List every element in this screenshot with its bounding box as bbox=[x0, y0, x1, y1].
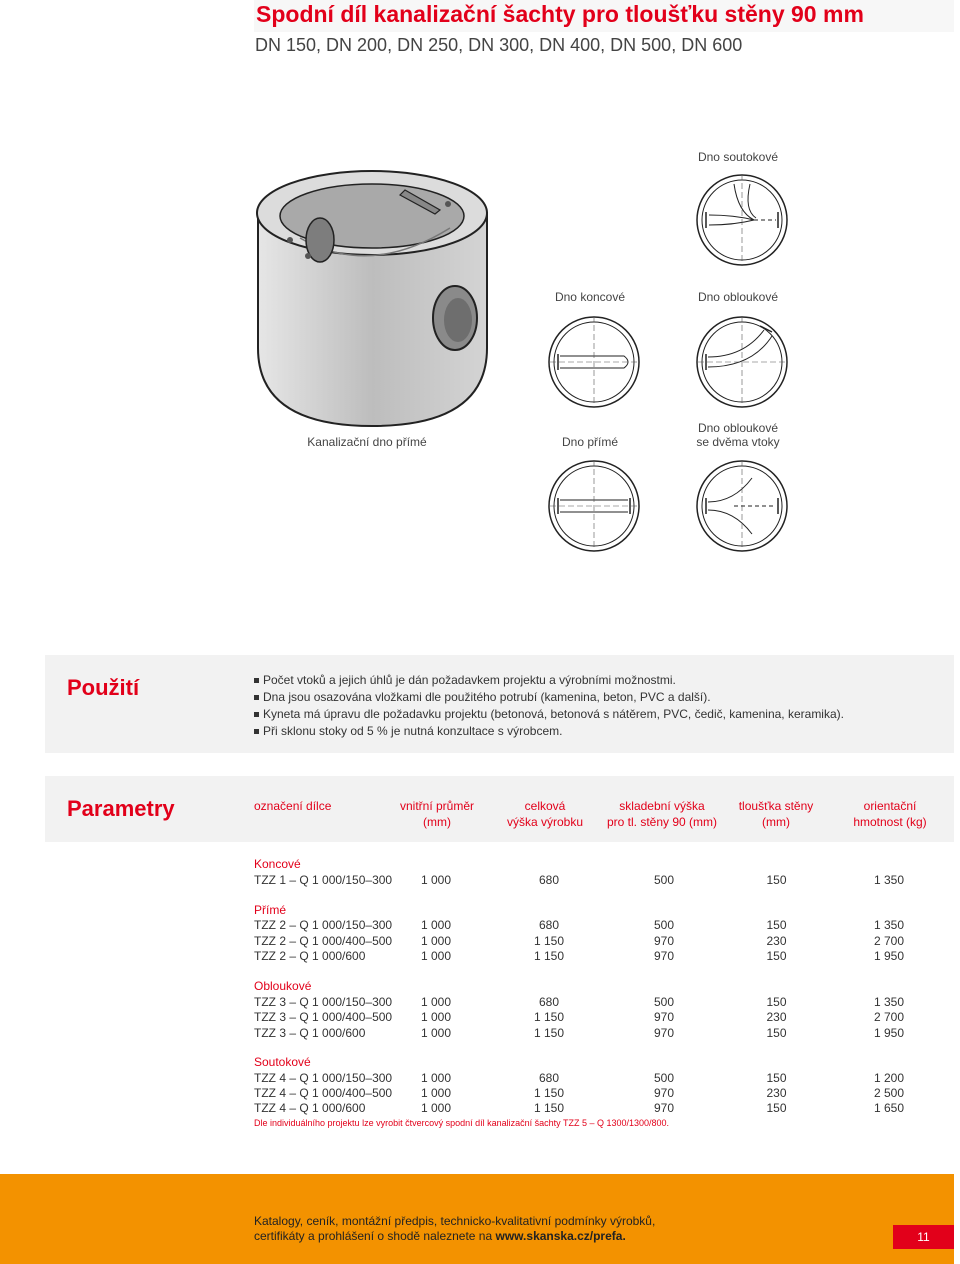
table-row bbox=[254, 1010, 954, 1025]
drawing-koncove bbox=[546, 314, 642, 410]
cell-vyska: 1 150 bbox=[533, 1026, 565, 1040]
cell-tloustka: 150 bbox=[766, 873, 787, 887]
cell-prumer: 1 000 bbox=[421, 873, 452, 887]
col-header-line: tloušťka stěny bbox=[738, 799, 814, 813]
cell-oznaceni: TZZ 2 – Q 1 000/600 bbox=[254, 949, 366, 963]
cell-hmotnost: 2 700 bbox=[873, 934, 904, 948]
col-header-line: pro tl. stěny 90 (mm) bbox=[606, 815, 718, 829]
cell-prumer: 1 000 bbox=[421, 934, 452, 948]
col-header-line: vnitřní průměr bbox=[399, 799, 475, 813]
col-header-line: orientační bbox=[863, 799, 917, 813]
cell-prumer: 1 000 bbox=[421, 1010, 452, 1024]
list-item: Počet vtoků a jejich úhlů je dán požadavkem projektu a výrobními možnostmi. bbox=[254, 672, 844, 689]
cell-vyska: 1 150 bbox=[533, 1101, 565, 1115]
col-header-line: označení dílce bbox=[254, 799, 332, 813]
group-label-koncove: Koncové bbox=[254, 857, 301, 871]
footer-link[interactable]: www.skanska.cz/prefa. bbox=[495, 1229, 626, 1243]
cell-oznaceni: TZZ 2 – Q 1 000/150–300 bbox=[254, 918, 393, 932]
caption-obloukove: Dno obloukové bbox=[697, 290, 779, 304]
cell-vyska: 1 150 bbox=[533, 1086, 565, 1100]
table-row bbox=[254, 1026, 954, 1041]
cell-oznaceni: TZZ 4 – Q 1 000/150–300 bbox=[254, 1071, 393, 1085]
cell-tloustka: 230 bbox=[766, 1086, 787, 1100]
pouziti-list bbox=[254, 672, 844, 740]
cell-vyska: 680 bbox=[538, 995, 560, 1009]
table-row bbox=[254, 1086, 954, 1101]
table-row bbox=[254, 1101, 954, 1116]
cell-vyska: 680 bbox=[538, 873, 560, 887]
cell-hmotnost: 1 650 bbox=[873, 1101, 904, 1115]
col-header-skladebni bbox=[597, 798, 727, 830]
manhole-base-illustration bbox=[250, 168, 495, 428]
cell-hmotnost: 1 200 bbox=[873, 1071, 904, 1085]
col-header-line: (mm) bbox=[423, 815, 451, 829]
cell-skladebni: 970 bbox=[653, 1026, 675, 1040]
cell-tloustka: 150 bbox=[766, 1026, 787, 1040]
cell-prumer: 1 000 bbox=[421, 1101, 452, 1115]
caption-kanalizacni-prime: Kanalizační dno přímé bbox=[307, 435, 427, 449]
cell-vyska: 680 bbox=[538, 918, 560, 932]
caption-obloukove-dva-vtoky bbox=[688, 421, 788, 449]
cell-prumer: 1 000 bbox=[421, 918, 452, 932]
col-header-line: skladební výška bbox=[619, 799, 705, 813]
cell-hmotnost: 1 350 bbox=[873, 995, 904, 1009]
list-item: Kyneta má úpravu dle požadavku projektu (betonová, betonová s nátěrem, PVC, čedič, kamenina, keramika). bbox=[254, 706, 844, 723]
cell-skladebni: 970 bbox=[653, 949, 675, 963]
group-label-obloukove: Obloukové bbox=[254, 979, 312, 993]
cell-vyska: 680 bbox=[538, 1071, 560, 1085]
cell-tloustka: 150 bbox=[766, 1071, 787, 1085]
cell-hmotnost: 1 950 bbox=[873, 1026, 904, 1040]
cell-oznaceni: TZZ 2 – Q 1 000/400–500 bbox=[254, 934, 393, 948]
cell-vyska: 1 150 bbox=[533, 1010, 565, 1024]
footer-line-1: Katalogy, ceník, montážní předpis, technicko-kvalitativní podmínky výrobků, bbox=[254, 1214, 656, 1228]
cell-hmotnost: 2 700 bbox=[873, 1010, 904, 1024]
table-row bbox=[254, 949, 954, 964]
footer-line-2 bbox=[254, 1229, 655, 1244]
caption-line: Dno obloukové bbox=[697, 421, 779, 435]
cell-skladebni: 970 bbox=[653, 1101, 675, 1115]
page-subtitle: DN 150, DN 200, DN 250, DN 300, DN 400, DN 500, DN 600 bbox=[255, 35, 743, 55]
cell-skladebni: 970 bbox=[653, 1086, 675, 1100]
cell-tloustka: 150 bbox=[766, 949, 787, 963]
footer-text bbox=[254, 1214, 655, 1244]
col-header-line: celková bbox=[524, 799, 566, 813]
table-row bbox=[254, 918, 954, 933]
drawing-soutokove bbox=[694, 172, 790, 268]
parametry-title: Parametry bbox=[67, 796, 175, 821]
footer-line-2-prefix: certifikáty a prohlášení o shodě naleznete na bbox=[254, 1229, 496, 1243]
cell-oznaceni: TZZ 3 – Q 1 000/400–500 bbox=[254, 1010, 393, 1024]
drawing-prime bbox=[546, 458, 642, 554]
table-row bbox=[254, 1071, 954, 1086]
cell-oznaceni: TZZ 1 – Q 1 000/150–300 bbox=[254, 873, 393, 887]
cell-tloustka: 230 bbox=[766, 934, 787, 948]
table-note: Dle individuálního projektu lze vyrobit čtvercový spodní díl kanalizační šachty TZZ 5 – Q 1300/1300/800. bbox=[254, 1118, 670, 1128]
caption-soutokove: Dno soutokové bbox=[697, 150, 779, 164]
list-item: Dna jsou osazována vložkami dle použitého potrubí (kamenina, beton, PVC a další). bbox=[254, 689, 844, 706]
table-row bbox=[254, 873, 954, 888]
cell-prumer: 1 000 bbox=[421, 1086, 452, 1100]
group-label-soutokove: Soutokové bbox=[254, 1055, 311, 1069]
cell-prumer: 1 000 bbox=[421, 995, 452, 1009]
col-header-tloustka bbox=[727, 798, 825, 830]
cell-skladebni: 500 bbox=[653, 918, 675, 932]
cell-oznaceni: TZZ 3 – Q 1 000/150–300 bbox=[254, 995, 393, 1009]
col-header-hmotnost bbox=[840, 798, 940, 830]
page-title: Spodní díl kanalizační šachty pro tloušťku stěny 90 mm bbox=[256, 1, 864, 27]
cell-skladebni: 500 bbox=[653, 995, 675, 1009]
cell-tloustka: 150 bbox=[766, 1101, 787, 1115]
cell-tloustka: 150 bbox=[766, 918, 787, 932]
col-header-oznaceni bbox=[254, 798, 331, 814]
page-number: 11 bbox=[893, 1225, 954, 1249]
caption-line: se dvěma vtoky bbox=[696, 435, 780, 449]
table-row bbox=[254, 995, 954, 1010]
page-title-bar bbox=[254, 0, 954, 32]
cell-oznaceni: TZZ 3 – Q 1 000/600 bbox=[254, 1026, 366, 1040]
cell-skladebni: 970 bbox=[653, 1010, 675, 1024]
cell-vyska: 1 150 bbox=[533, 949, 565, 963]
cell-prumer: 1 000 bbox=[421, 949, 452, 963]
footer bbox=[0, 1174, 954, 1264]
cell-prumer: 1 000 bbox=[421, 1026, 452, 1040]
col-header-line: hmotnost (kg) bbox=[853, 815, 927, 829]
col-header-line: výška výrobku bbox=[506, 815, 584, 829]
cell-hmotnost: 1 950 bbox=[873, 949, 904, 963]
table-row bbox=[254, 934, 954, 949]
drawing-obloukove-dva-vtoky bbox=[694, 458, 790, 554]
cell-skladebni: 500 bbox=[653, 1071, 675, 1085]
pouziti-title: Použití bbox=[67, 675, 140, 700]
cell-hmotnost: 1 350 bbox=[873, 873, 904, 887]
caption-prime: Dno přímé bbox=[561, 435, 619, 449]
drawing-obloukove bbox=[694, 314, 790, 410]
cell-oznaceni: TZZ 4 – Q 1 000/400–500 bbox=[254, 1086, 393, 1100]
col-header-vyska bbox=[495, 798, 595, 830]
group-label-prime: Přímé bbox=[254, 903, 287, 917]
cell-skladebni: 970 bbox=[653, 934, 675, 948]
cell-prumer: 1 000 bbox=[421, 1071, 452, 1085]
cell-tloustka: 230 bbox=[766, 1010, 787, 1024]
cell-hmotnost: 2 500 bbox=[873, 1086, 904, 1100]
cell-skladebni: 500 bbox=[653, 873, 675, 887]
list-item: Při sklonu stoky od 5 % je nutná konzultace s výrobcem. bbox=[254, 723, 844, 740]
col-header-line: (mm) bbox=[762, 815, 790, 829]
col-header-prumer bbox=[392, 798, 482, 830]
cell-vyska: 1 150 bbox=[533, 934, 565, 948]
caption-koncove: Dno koncové bbox=[554, 290, 626, 304]
cell-oznaceni: TZZ 4 – Q 1 000/600 bbox=[254, 1101, 366, 1115]
cell-tloustka: 150 bbox=[766, 995, 787, 1009]
cell-hmotnost: 1 350 bbox=[873, 918, 904, 932]
